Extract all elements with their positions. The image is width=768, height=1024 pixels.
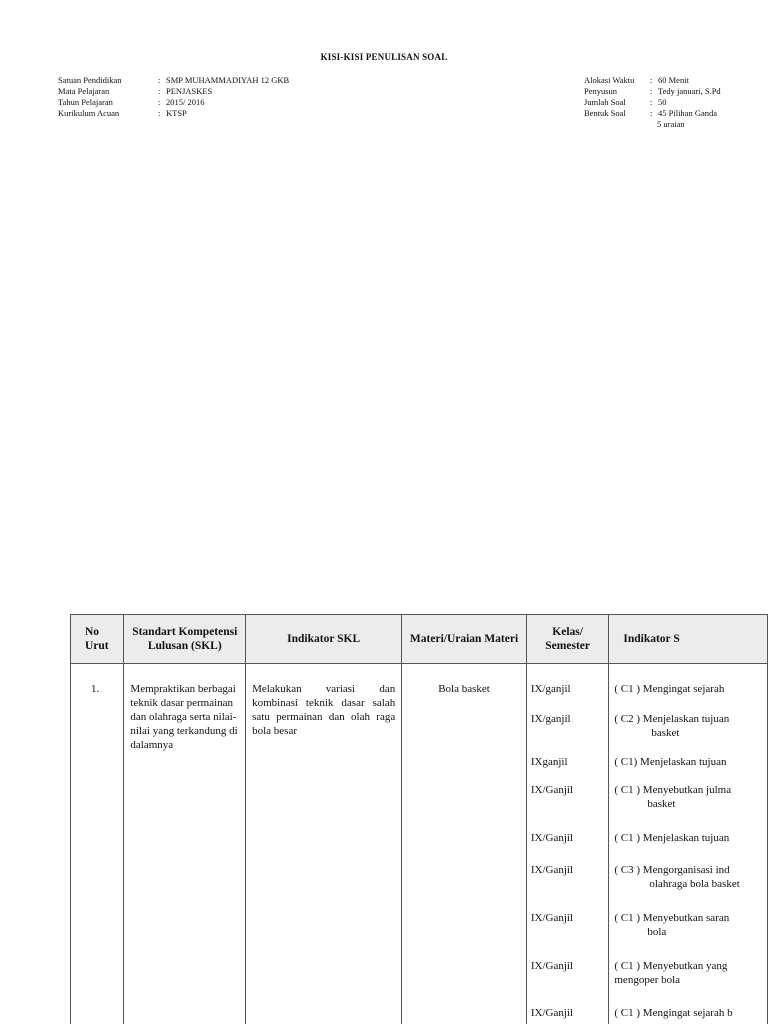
indikator-line: ( C1 ) Menjelaskan tujuan (614, 832, 730, 844)
document-title: KISI-KISI PENULISAN SOAL (320, 52, 448, 62)
meta-value: SMP MUHAMMADIYAH 12 GKB (166, 75, 290, 85)
header-indikator-soal: Indikator S (609, 615, 768, 664)
indikator-line: ( C1 ) Menyebutkan yang (614, 960, 728, 972)
header-no-urut: No Urut (71, 615, 124, 664)
cell-skl (124, 664, 246, 1024)
indikator-line: ( C3 ) Mengorganisasi ind (614, 864, 730, 876)
indikator-item (609, 911, 767, 959)
kelas-item: IX/Ganjil (530, 912, 574, 924)
meta-value: PENJASKES (166, 86, 213, 96)
indikator-line: ( C1 ) Mengingat sejarah (614, 683, 725, 695)
cell-materi (402, 664, 527, 1024)
meta-right-block (584, 75, 721, 130)
meta-row-satuan-pendidikan (58, 75, 289, 86)
meta-row-penyusun (584, 86, 721, 97)
indikator-line: ( C1 ) Menyebutkan julma (614, 784, 732, 796)
meta-separator: : (158, 75, 161, 85)
kelas-item: IX/Ganjil (530, 832, 574, 844)
meta-key: Jumlah Soal (584, 97, 626, 107)
meta-left-block (58, 75, 289, 119)
indikator-line: mengoper bola (614, 974, 681, 986)
header-materi: Materi/Uraian Materi (402, 615, 527, 664)
indikator-line: basket (647, 798, 676, 810)
meta-row-tahun-pelajaran (58, 97, 289, 108)
meta-key: Mata Pelajaran (58, 86, 110, 96)
kelas-item: IX/Ganjil (530, 960, 574, 972)
meta-value: 50 (658, 97, 667, 107)
indikator-item (609, 712, 767, 755)
meta-separator: : (650, 108, 653, 118)
kelas-item: IX/ganjil (530, 713, 571, 725)
meta-key: Tahun Pelajaran (58, 97, 113, 107)
meta-separator: : (158, 108, 161, 118)
indikator-skl-text: Melakukan variasi dan kombinasi teknik dasar salah satu permainan dan olah raga bola besar (252, 683, 396, 737)
table-row (71, 664, 768, 1024)
indikator-item (609, 831, 767, 863)
meta-separator: : (158, 97, 161, 107)
meta-value: 2015/ 2016 (166, 97, 205, 107)
meta-value: Tedy januari, S.Pd (658, 86, 721, 96)
indikator-line: ( C2 ) Menjelaskan tujuan (614, 713, 730, 725)
row-number: 1. (91, 683, 100, 695)
cell-indikator-skl (246, 664, 402, 1024)
meta-value: 5 uraian (657, 119, 685, 129)
meta-row-bentuk-soal-extra (584, 119, 721, 130)
meta-key: Kurikulum Acuan (58, 108, 120, 118)
cell-kelas-semester (526, 664, 608, 1024)
indikator-line: bola (647, 926, 667, 938)
indikator-item (609, 863, 767, 911)
indikator-item (609, 1006, 767, 1020)
meta-row-jumlah-soal (584, 97, 721, 108)
meta-separator: : (650, 75, 653, 85)
meta-value: 45 Pilihan Ganda (658, 108, 718, 118)
header-kelas-semester: Kelas/ Semester (526, 615, 608, 664)
kelas-item: IX/Ganjil (530, 784, 574, 796)
meta-key: Bentuk Soal (584, 108, 626, 118)
kelas-item: IX/ganjil (530, 683, 571, 695)
meta-row-kurikulum-acuan (58, 108, 289, 119)
cell-indikator-soal (609, 664, 768, 1024)
table-header-row (71, 615, 768, 664)
indikator-line: ( C1 ) Menyebutkan saran (614, 912, 730, 924)
kelas-item: IX/Ganjil (530, 1007, 574, 1019)
meta-separator: : (650, 97, 653, 107)
indikator-line: olahraga bola basket (649, 878, 740, 890)
materi-text: Bola basket (438, 683, 490, 695)
meta-separator: : (650, 86, 653, 96)
header-indikator-skl: Indikator SKL (246, 615, 402, 664)
indikator-item (609, 783, 767, 831)
meta-row-bentuk-soal (584, 108, 721, 119)
indikator-item (609, 755, 767, 783)
meta-key: Satuan Pendidikan (58, 75, 122, 85)
meta-row-alokasi-waktu (584, 75, 721, 86)
indikator-item (609, 682, 767, 712)
kelas-item: IX/Ganjil (530, 864, 574, 876)
indikator-line: basket (651, 727, 680, 739)
meta-key: Alokasi Waktu (584, 75, 635, 85)
skl-text: Mempraktikan berbagai teknik dasar permainan dan olahraga serta nilai-nilai yang terkandung di dalamnya (130, 683, 238, 751)
kelas-item: IXganjil (530, 756, 568, 768)
indikator-line: ( C1 ) Mengingat sejarah b (614, 1007, 733, 1019)
meta-value: 60 Menit (658, 75, 689, 85)
indikator-line: ( C1) Menjelaskan tujuan (614, 756, 727, 768)
meta-value: KTSP (166, 108, 187, 118)
indikator-item (609, 959, 767, 1006)
meta-key: Penyusun (584, 86, 618, 96)
meta-separator: : (158, 86, 161, 96)
kisi-kisi-table (70, 614, 768, 1024)
meta-row-mata-pelajaran (58, 86, 289, 97)
header-skl: Standart Kompetensi Lulusan (SKL) (124, 615, 246, 664)
cell-no-urut (71, 664, 124, 1024)
